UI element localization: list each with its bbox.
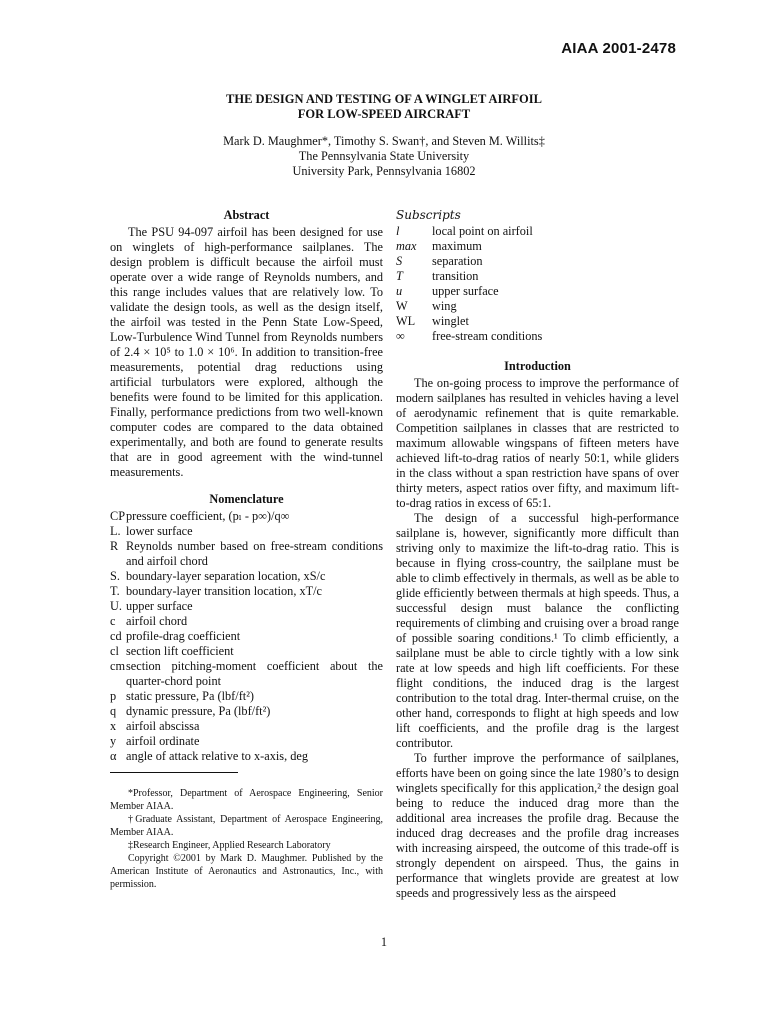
symbol: ∞: [396, 329, 405, 343]
symbol-definition: upper surface: [126, 599, 193, 613]
nomenclature-item: [110, 629, 383, 644]
footnote: †Graduate Assistant, Department of Aerospace Engineering, Member AIAA.: [110, 814, 383, 838]
paper-title: [0, 92, 768, 122]
symbol: L.: [110, 524, 121, 538]
symbol-definition: airfoil chord: [126, 614, 188, 628]
symbol-definition: separation: [432, 254, 483, 268]
nomenclature-item: [110, 719, 383, 734]
symbol-definition: airfoil ordinate: [126, 734, 200, 748]
footnote: *Professor, Department of Aerospace Engineering, Senior Member AIAA.: [110, 788, 383, 812]
footnotes: [110, 787, 383, 891]
footnote: ‡Research Engineer, Applied Research Laboratory: [128, 840, 331, 851]
nomenclature-item: [110, 569, 383, 584]
symbol: c: [110, 614, 116, 628]
symbol-definition: angle of attack relative to x-axis, deg: [126, 749, 308, 763]
report-number: AIAA 2001-2478: [561, 40, 676, 57]
title-line-1: THE DESIGN AND TESTING OF A WINGLET AIRFOIL: [226, 92, 542, 106]
introduction-paragraph: The design of a successful high-performance sailplane is, however, significantly more difficult than striving only to maximize the lift-to-drag ratio. This is because in flying cross-country, the sailplane must be able to climb effectively in thermals, as well as be able to glide efficiently between thermals at high speeds. Thus, a successful design must balance the conflicting requirements of climbing and cruising over a broad range of possible soaring conditions.¹ To climb efficiently, a sailplane must be able to circle tightly with a low sink rate at low speeds and high lift coefficients. For these flight conditions, the induced drag is the largest contribution to the total drag. Inter-thermal cruise, on the other hand, corresponds to flight at high speeds and low lift coefficients, and the profile drag is the largest contributor.: [396, 511, 679, 750]
nomenclature-item: [110, 734, 383, 749]
abstract-text: The PSU 94-097 airfoil has been designed for use on winglets of high-performance sailplanes. The design problem is difficult because the airfoil must operate over a wide range of Reynolds numbers, and this range includes values that are relatively low. To validate the design tools, as well as the design itself, the airfoil was tested in the Penn State Low-Speed, Low-Turbulence Wind Tunnel from Reynolds numbers of 2.4 × 10⁵ to 1.0 × 10⁶. In addition to transition-free measurements, potential drag reductions using artificial turbulators were explored, although the benefits were found to be limited for this application. Finally, performance predictions from two well-known computer codes are compared to the data obtained experimentally, and both are found to generate results that are in good agreement with the wind-tunnel measurements.: [110, 225, 383, 479]
nomenclature-item: [110, 644, 383, 659]
symbol: cl: [110, 644, 119, 658]
symbol-definition: pressure coefficient, (pₗ - p∞)/q∞: [126, 509, 290, 523]
symbol-definition: winglet: [432, 314, 469, 328]
symbol-definition: lower surface: [126, 524, 193, 538]
nomenclature-item: [110, 749, 383, 764]
address: University Park, Pennsylvania 16802: [292, 164, 476, 178]
subscript-item: [396, 239, 679, 254]
nomenclature-item: [110, 509, 383, 524]
introduction-paragraph: The on-going process to improve the performance of modern sailplanes has resulted in vehicles having a level of aerodynamic refinement that is quite remarkable. Competition sailplanes in classes that are restricted to maximum allowable wingspans of fifteen meters have achieved lift-to-drag ratios of nearly 50:1, while gliders in the class without a span restriction have spans of over thirty meters, aspect ratios over fifty, and maximum lift-to-drag ratios in excess of 65:1.: [396, 376, 679, 510]
author-names: Mark D. Maughmer*, Timothy S. Swan†, and Steven M. Willits‡: [223, 134, 545, 148]
symbol: WL: [396, 314, 416, 328]
symbol: l: [396, 224, 400, 238]
subscript-item: [396, 269, 679, 284]
footnote-separator: [110, 772, 238, 773]
symbol: cd: [110, 629, 122, 643]
affiliation: The Pennsylvania State University: [298, 149, 470, 163]
symbol-definition: airfoil abscissa: [126, 719, 200, 733]
symbol-definition: profile-drag coefficient: [126, 629, 241, 643]
symbol-definition: wing: [432, 299, 457, 313]
nomenclature-item: [110, 704, 383, 719]
symbol: x: [110, 719, 117, 733]
author-block: [0, 134, 768, 179]
symbol: u: [396, 284, 403, 298]
page-number: 1: [380, 935, 388, 949]
symbol-definition: static pressure, Pa (lbf/ft²): [126, 689, 254, 703]
nomenclature-heading: Nomenclature: [209, 492, 284, 506]
introduction-text: [396, 376, 679, 901]
symbol: R: [110, 539, 119, 553]
subscript-item: [396, 299, 679, 314]
introduction-paragraph: To further improve the performance of sailplanes, efforts have been on going since the late 1980’s to design winglets specifically for this application,² the design goal being to reduce the induced drag more than the additional area increases the profile drag. Because the induced drag decreases and the profile drag increases with increasing airspeed, the outcome of this trade-off is strongly dependent on airspeed. Thus, the gains in performance that winglets provide are greatest at low speeds and progressively less as the airspeed: [396, 751, 679, 900]
subscript-item: [396, 314, 679, 329]
introduction-heading: Introduction: [504, 359, 571, 373]
symbol: α: [110, 749, 117, 763]
nomenclature-item: [110, 524, 383, 539]
symbol-definition: section pitching-moment coefficient about the quarter-chord point: [126, 659, 383, 688]
symbol: S: [396, 254, 403, 268]
subscript-item: [396, 284, 679, 299]
subscripts-list: [396, 224, 679, 344]
symbol: U.: [110, 599, 122, 613]
symbol-definition: boundary-layer transition location, xT/c: [126, 584, 323, 598]
symbol-definition: transition: [432, 269, 479, 283]
nomenclature-list: [110, 509, 383, 764]
symbol-definition: boundary-layer separation location, xS/c: [126, 569, 326, 583]
symbol: W: [396, 299, 408, 313]
nomenclature-item: [110, 539, 383, 569]
symbol: max: [396, 239, 417, 253]
title-line-2: FOR LOW-SPEED AIRCRAFT: [297, 107, 471, 121]
subscript-item: [396, 254, 679, 269]
symbol-definition: upper surface: [432, 284, 499, 298]
symbol: y: [110, 734, 117, 748]
symbol-definition: local point on airfoil: [432, 224, 533, 238]
nomenclature-item: [110, 689, 383, 704]
footnote: Copyright ©2001 by Mark D. Maughmer. Published by the American Institute of Aeronautics and Astronautics, Inc., with permission.: [110, 853, 383, 890]
nomenclature-item: [110, 659, 383, 689]
symbol: cm: [110, 659, 126, 673]
nomenclature-item: [110, 599, 383, 614]
nomenclature-item: [110, 614, 383, 629]
symbol-definition: Reynolds number based on free-stream conditions and airfoil chord: [126, 539, 383, 568]
symbol-definition: section lift coefficient: [126, 644, 234, 658]
symbol: p: [110, 689, 117, 703]
right-column: [396, 208, 679, 901]
subscript-item: [396, 224, 679, 239]
nomenclature-item: [110, 584, 383, 599]
subscripts-heading: Subscripts: [396, 208, 461, 222]
symbol-definition: free-stream conditions: [432, 329, 543, 343]
symbol-definition: dynamic pressure, Pa (lbf/ft²): [126, 704, 271, 718]
symbol-definition: maximum: [432, 239, 482, 253]
symbol: T.: [110, 584, 120, 598]
symbol: S.: [110, 569, 120, 583]
symbol: CP: [110, 509, 126, 523]
symbol: q: [110, 704, 117, 718]
subscript-item: [396, 329, 679, 344]
left-column: [110, 208, 383, 891]
symbol: T: [396, 269, 403, 283]
abstract-heading: Abstract: [223, 208, 270, 222]
